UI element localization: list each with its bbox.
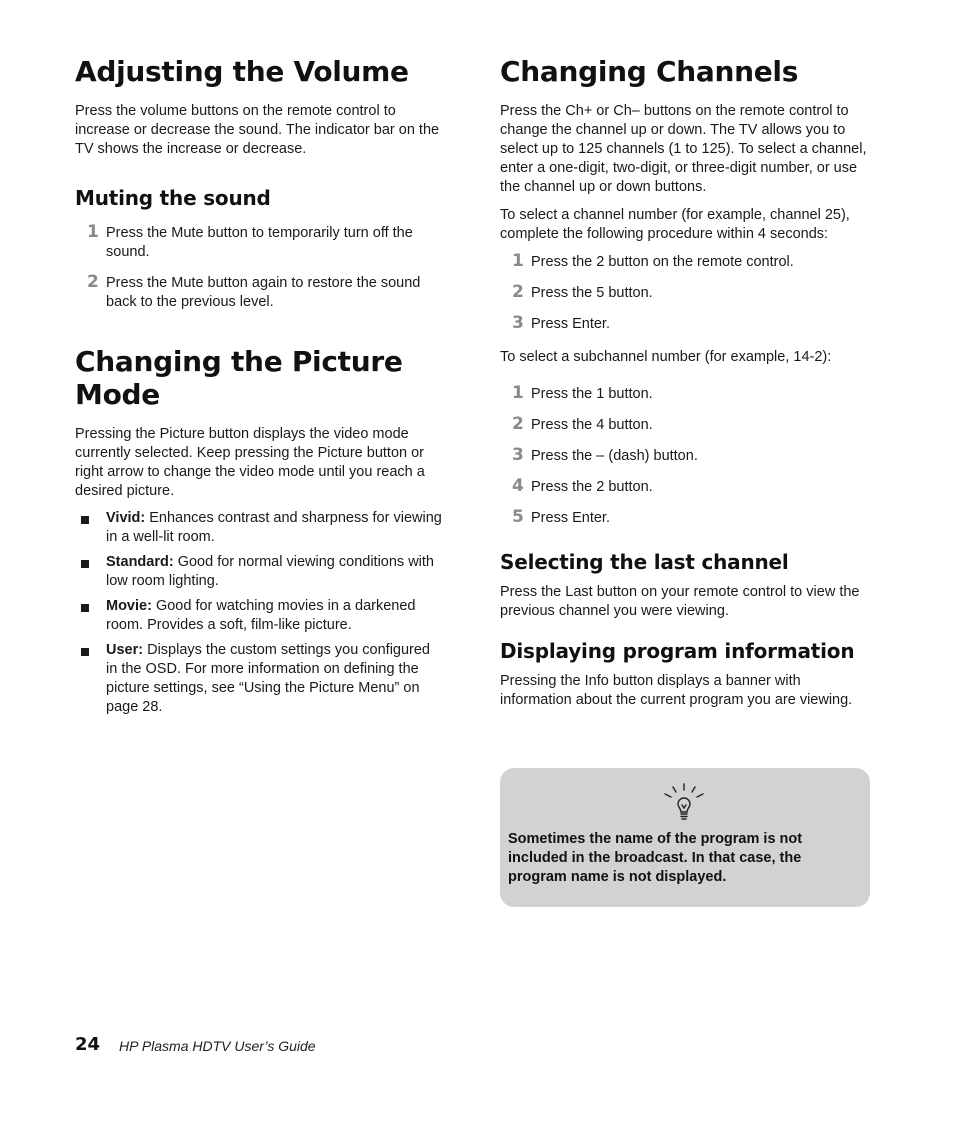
muting-sound-heading: Muting the sound bbox=[75, 186, 271, 210]
step-text: Press the Mute button to temporarily turn off the sound. bbox=[106, 225, 413, 260]
bullet-square-icon bbox=[81, 516, 89, 524]
bullet-square-icon bbox=[81, 560, 89, 568]
step-text: Press the 1 button. bbox=[531, 386, 653, 402]
step-number: 1 bbox=[512, 251, 524, 271]
mode-term: Standard: bbox=[106, 554, 174, 570]
mode-description: Good for watching movies in a darkened room. Provides a soft, film-like picture. bbox=[106, 598, 416, 633]
changing-channels-heading: Changing Channels bbox=[500, 55, 799, 88]
bullet-square-icon bbox=[81, 604, 89, 612]
mode-term: Movie: bbox=[106, 598, 152, 614]
left-column bbox=[75, 55, 445, 717]
list-item bbox=[500, 315, 872, 334]
step-text: Press Enter. bbox=[531, 510, 610, 526]
list-item bbox=[500, 509, 872, 528]
list-item bbox=[500, 385, 872, 404]
lightbulb-icon bbox=[662, 782, 706, 827]
tip-text: Sometimes the name of the program is not included in the broadcast. In that case, the program name is not displayed. bbox=[508, 831, 803, 885]
displaying-program-info-body: Pressing the Info button displays a banner with information about the current program you are viewing. bbox=[500, 673, 853, 708]
changing-picture-mode-body: Pressing the Picture button displays the video mode currently selected. Keep pressing the Picture button or right arrow to change the video mode until you reach a desired picture. bbox=[75, 426, 425, 499]
mode-description: Good for normal viewing conditions with low room lighting. bbox=[106, 554, 434, 589]
step-text: Press the 5 button. bbox=[531, 285, 653, 301]
step-number: 1 bbox=[87, 222, 99, 242]
list-item bbox=[500, 447, 872, 466]
page-footer bbox=[75, 1034, 316, 1055]
muting-steps bbox=[75, 224, 445, 312]
list-item bbox=[75, 641, 445, 717]
step-text: Press Enter. bbox=[531, 316, 610, 332]
right-column bbox=[500, 55, 872, 710]
list-item bbox=[75, 597, 445, 635]
changing-channels-body: Press the Ch+ or Ch– buttons on the remote control to change the channel up or down. The TV allows you to select up to 125 channels (1 to 125). To select a channel, enter a one-digit, two-digit, or three-digit number, or use the channel up or down buttons. bbox=[500, 103, 867, 195]
list-item bbox=[75, 509, 445, 547]
step-text: Press the – (dash) button. bbox=[531, 448, 698, 464]
adjusting-volume-body: Press the volume buttons on the remote control to increase or decrease the sound. The indicator bar on the TV shows the increase or decrease. bbox=[75, 103, 440, 157]
step-number: 3 bbox=[512, 313, 524, 333]
list-item bbox=[500, 478, 872, 497]
list-item bbox=[500, 416, 872, 435]
adjusting-volume-heading: Adjusting the Volume bbox=[75, 55, 409, 88]
list-item bbox=[75, 553, 445, 591]
mode-term: Vivid: bbox=[106, 510, 146, 526]
page-number: 24 bbox=[75, 1034, 101, 1055]
step-number: 2 bbox=[87, 272, 99, 292]
step-text: Press the Mute button again to restore the sound back to the previous level. bbox=[106, 275, 421, 310]
tip-callout bbox=[500, 768, 870, 907]
step-number: 1 bbox=[512, 383, 524, 403]
changing-picture-mode-heading: Changing the Picture Mode bbox=[75, 345, 403, 411]
step-number: 2 bbox=[512, 282, 524, 302]
list-item bbox=[75, 274, 445, 312]
step-number: 3 bbox=[512, 445, 524, 465]
select-subchannel-intro: To select a subchannel number (for example, 14-2): bbox=[500, 349, 832, 365]
list-item bbox=[500, 284, 872, 303]
step-number: 2 bbox=[512, 414, 524, 434]
selecting-last-channel-body: Press the Last button on your remote control to view the previous channel you were viewing. bbox=[500, 584, 860, 619]
step-text: Press the 2 button on the remote control. bbox=[531, 254, 794, 270]
select-channel-intro: To select a channel number (for example, channel 25), complete the following procedure within 4 seconds: bbox=[500, 207, 850, 242]
selecting-last-channel-heading: Selecting the last channel bbox=[500, 550, 789, 574]
mode-description: Displays the custom settings you configured in the OSD. For more information on defining the picture settings, see “Using the Picture Menu” on page 28. bbox=[106, 642, 430, 715]
step-text: Press the 2 button. bbox=[531, 479, 653, 495]
step-number: 4 bbox=[512, 476, 524, 496]
guide-title: HP Plasma HDTV User’s Guide bbox=[119, 1038, 316, 1054]
bullet-square-icon bbox=[81, 648, 89, 656]
displaying-program-info-heading: Displaying program information bbox=[500, 639, 855, 663]
step-text: Press the 4 button. bbox=[531, 417, 653, 433]
mode-term: User: bbox=[106, 642, 144, 658]
list-item bbox=[500, 253, 872, 272]
select-subchannel-steps bbox=[500, 385, 872, 528]
select-channel-steps bbox=[500, 253, 872, 334]
picture-modes-list bbox=[75, 509, 445, 717]
list-item bbox=[75, 224, 445, 262]
mode-description: Enhances contrast and sharpness for viewing in a well-lit room. bbox=[106, 510, 442, 545]
step-number: 5 bbox=[512, 507, 524, 527]
